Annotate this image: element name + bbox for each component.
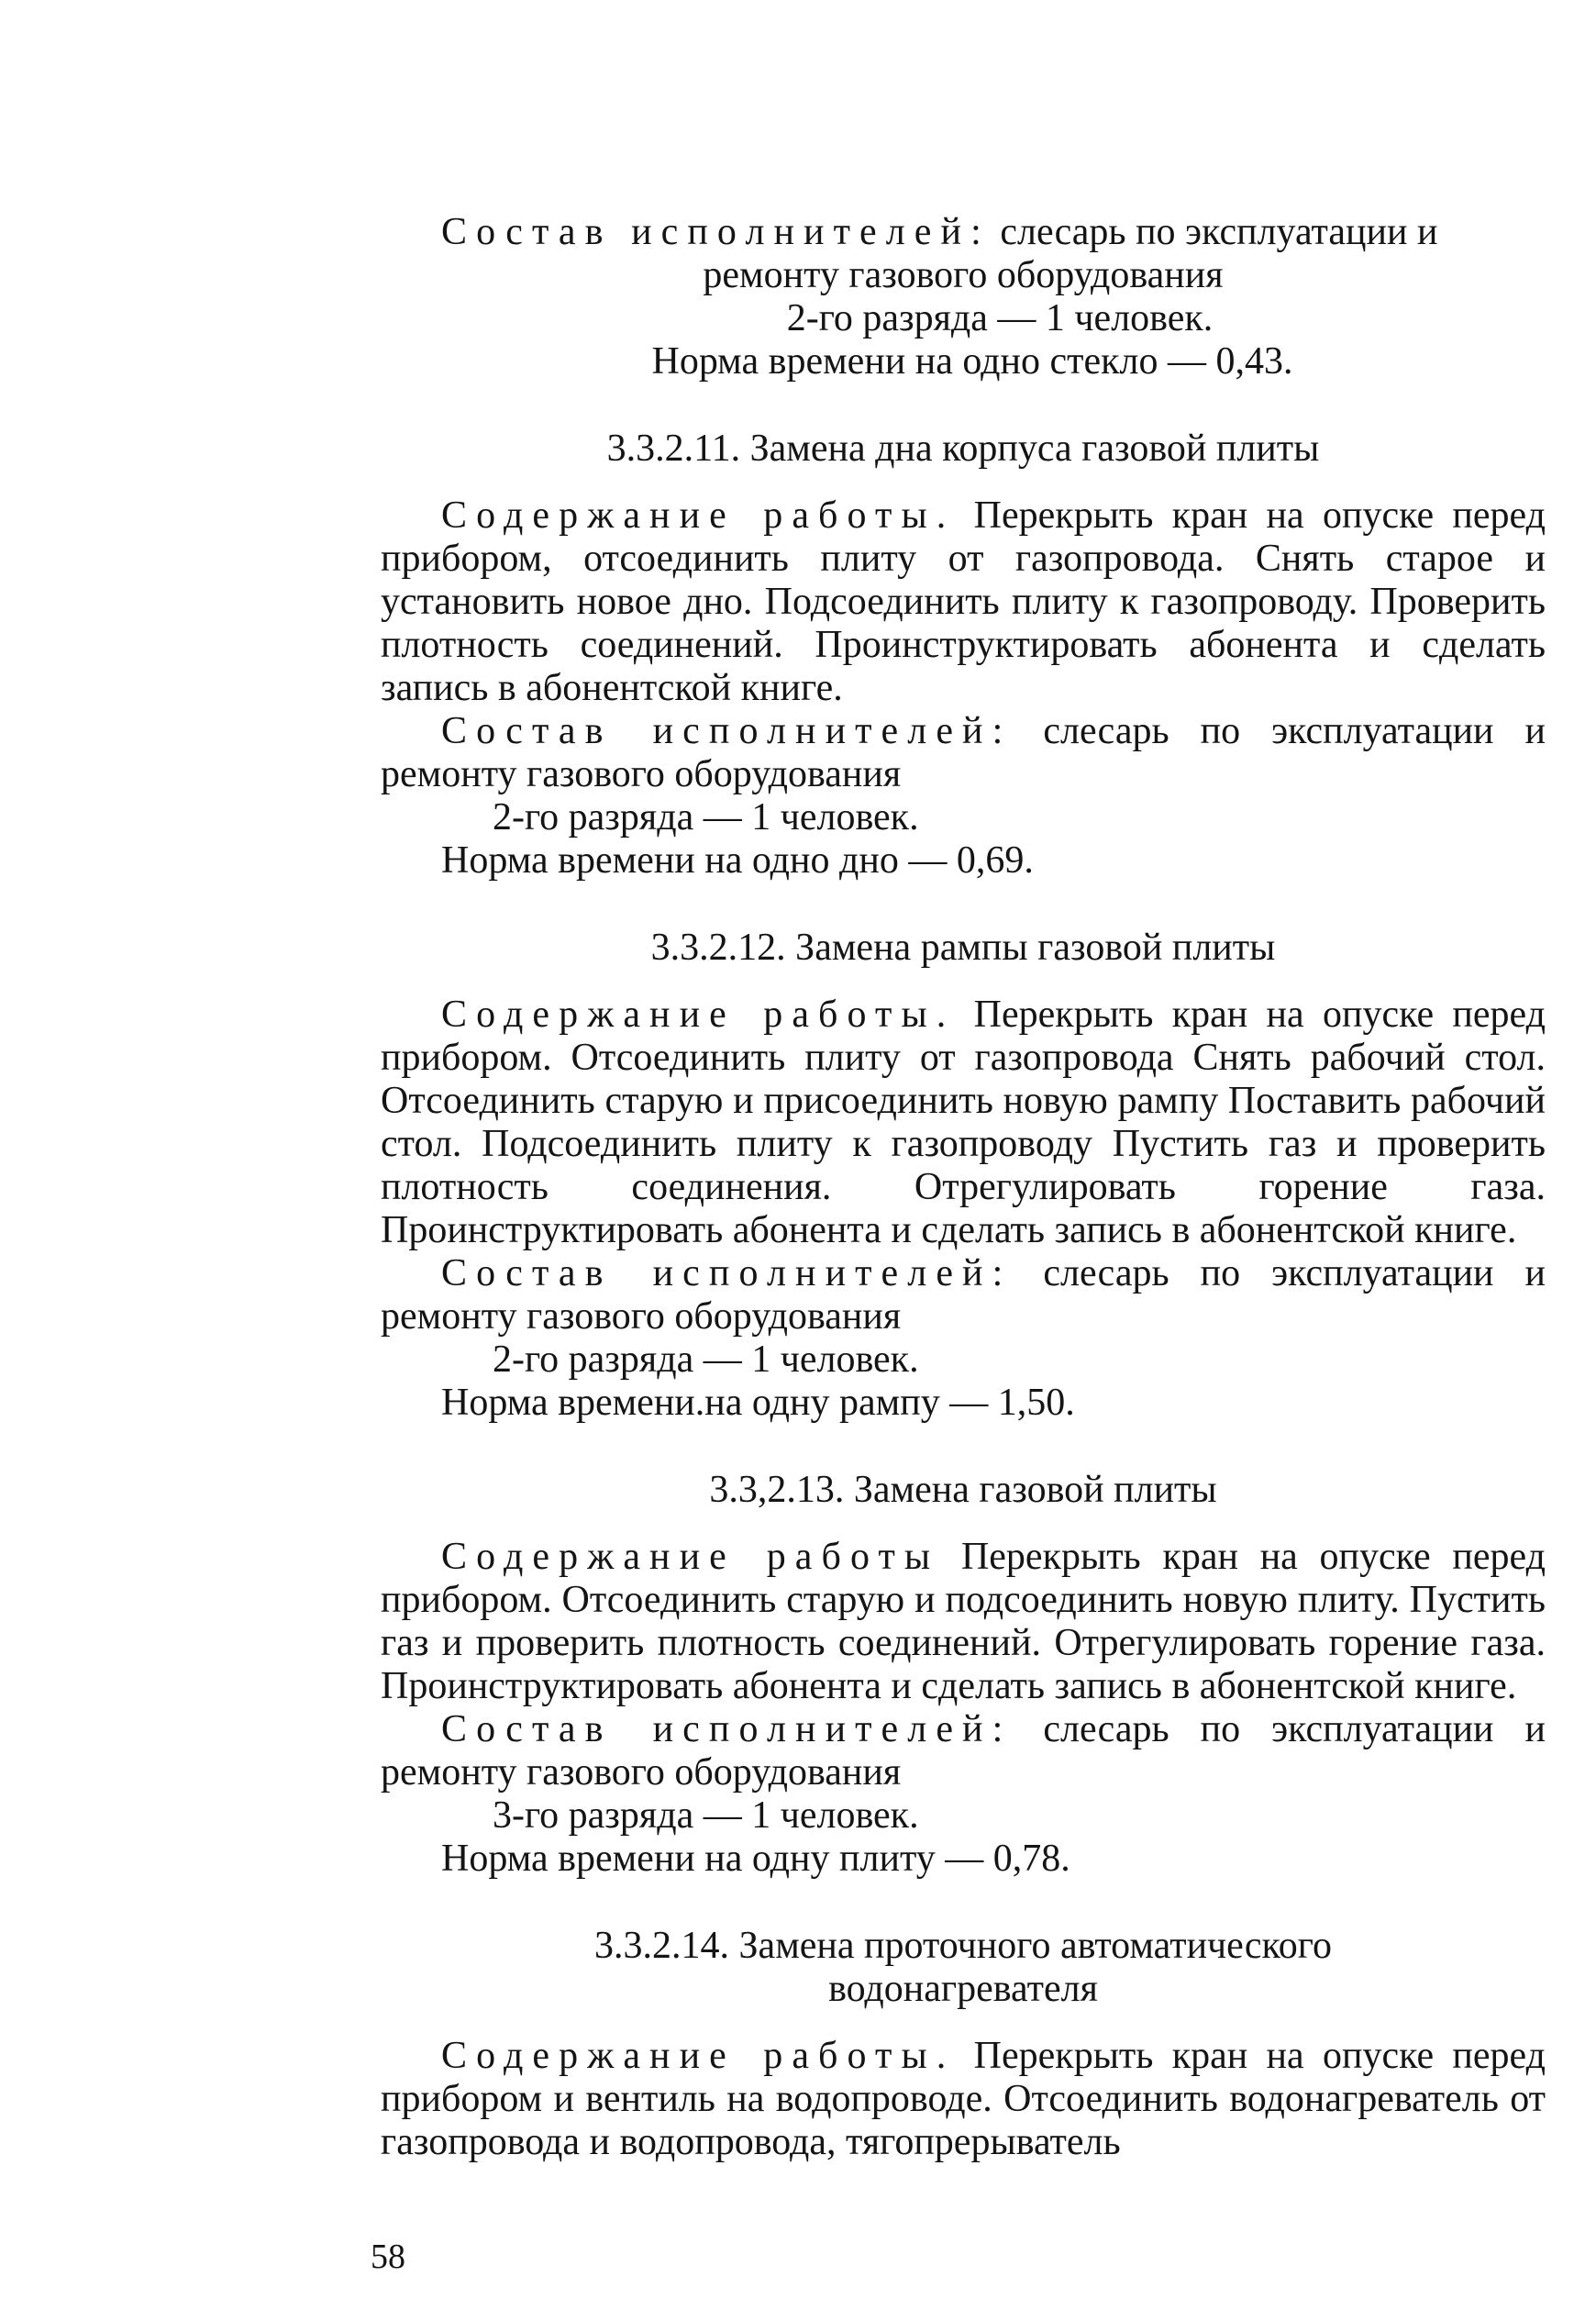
norm-line: Норма времени.на одну рампу — 1,50. xyxy=(441,1382,1075,1424)
norm-line: Норма времени на одно стекло — 0,43. xyxy=(651,340,1293,383)
composition-text: слесарь по эксплуатации и ремонту газового оборудования xyxy=(381,1708,1546,1794)
section-3-3-2-12 xyxy=(381,927,1546,1425)
section-heading: 3.3.2.12. Замена рампы газовой плиты xyxy=(650,927,1276,969)
section-heading: 3.3,2.13. Замена газовой плиты xyxy=(709,1469,1217,1511)
composition-label: Состав исполнителей: xyxy=(441,1708,1013,1750)
content-label: Содержание работы. xyxy=(441,2035,956,2077)
section-heading-line-1: 3.3.2.14. Замена проточного автоматического xyxy=(594,1925,1332,1967)
composition-label: Состав исполнителей: xyxy=(441,1252,1013,1294)
composition-paragraph xyxy=(381,1708,1546,1794)
content-paragraph xyxy=(381,2035,1546,2164)
composition-label: Состав исполнителей: xyxy=(441,710,1013,752)
composition-text: слесарь по эксплуатации и xyxy=(1000,211,1438,253)
content-text: Перекрыть кран на опуске перед прибором. Отсоединить старую и подсоединить новую плиту. Пустить газ и проверить плотность соединений. Отрегулировать горение газа. Проинструктировать абонента и сделать запись в абонентской книге. xyxy=(381,1536,1546,1707)
composition-label: Состав исполнителей: xyxy=(441,211,991,253)
rank-line: 3-го разряда — 1 человек. xyxy=(493,1794,919,1837)
document-page xyxy=(381,211,1546,2164)
content-label: Содержание работы xyxy=(441,1536,940,1578)
section-heading-line-2: водонагревателя xyxy=(828,1968,1098,2010)
section-heading xyxy=(381,1925,1546,2011)
section-heading: 3.3.2.11. Замена дна корпуса газовой плиты xyxy=(606,428,1320,470)
composition-text: слесарь по эксплуатации и ремонту газового оборудования xyxy=(381,710,1546,795)
content-text: Перекрыть кран на опуске перед прибором и вентиль на водопроводе. Отсоединить водонагреватель от газопровода и водопровода, тягопрерыватель xyxy=(381,2035,1546,2163)
composition-line xyxy=(381,211,1546,254)
composition-line-2: ремонту газового оборудования xyxy=(703,254,1224,296)
composition-text: слесарь по эксплуатации и ремонту газового оборудования xyxy=(381,1252,1546,1338)
content-label: Содержание работы. xyxy=(441,994,956,1036)
content-paragraph xyxy=(381,994,1546,1252)
content-text: Перекрыть кран на опуске перед прибором, отсоединить плиту от газопровода. Снять старое и установить новое дно. Подсоединить плиту к газопроводу. Проверить плотность соединений. Проинструктировать абонента и сделать запись в абонентской книге. xyxy=(381,494,1546,709)
section-3-3-2-11 xyxy=(381,428,1546,883)
rank-line: 2-го разряда — 1 человек. xyxy=(493,796,919,839)
composition-paragraph xyxy=(381,1252,1546,1338)
content-text: Перекрыть кран на опуске перед прибором. Отсоединить плиту от газопровода Снять рабочий стол. Отсоединить старую и присоединить новую рампу Поставить рабочий стол. Подсоединить плиту к газопроводу Пустить газ и проверить плотность соединения. Отрегулировать горение газа. Проинструктировать абонента и сделать запись в абонентской книге. xyxy=(381,994,1546,1251)
content-paragraph xyxy=(381,494,1546,710)
top-block xyxy=(381,211,1546,383)
content-label: Содержание работы. xyxy=(441,494,956,537)
composition-paragraph xyxy=(381,710,1546,796)
section-3-3-2-13 xyxy=(381,1469,1546,1881)
content-paragraph xyxy=(381,1536,1546,1708)
rank-line: 2-го разряда — 1 человек. xyxy=(786,297,1214,339)
rank-line: 2-го разряда — 1 человек. xyxy=(493,1338,919,1381)
norm-line: Норма времени на одно дно — 0,69. xyxy=(441,839,1034,882)
section-3-3-2-14 xyxy=(381,1925,1546,2164)
norm-line: Норма времени на одну плиту — 0,78. xyxy=(441,1838,1070,1880)
page-number: 58 xyxy=(371,2238,405,2276)
